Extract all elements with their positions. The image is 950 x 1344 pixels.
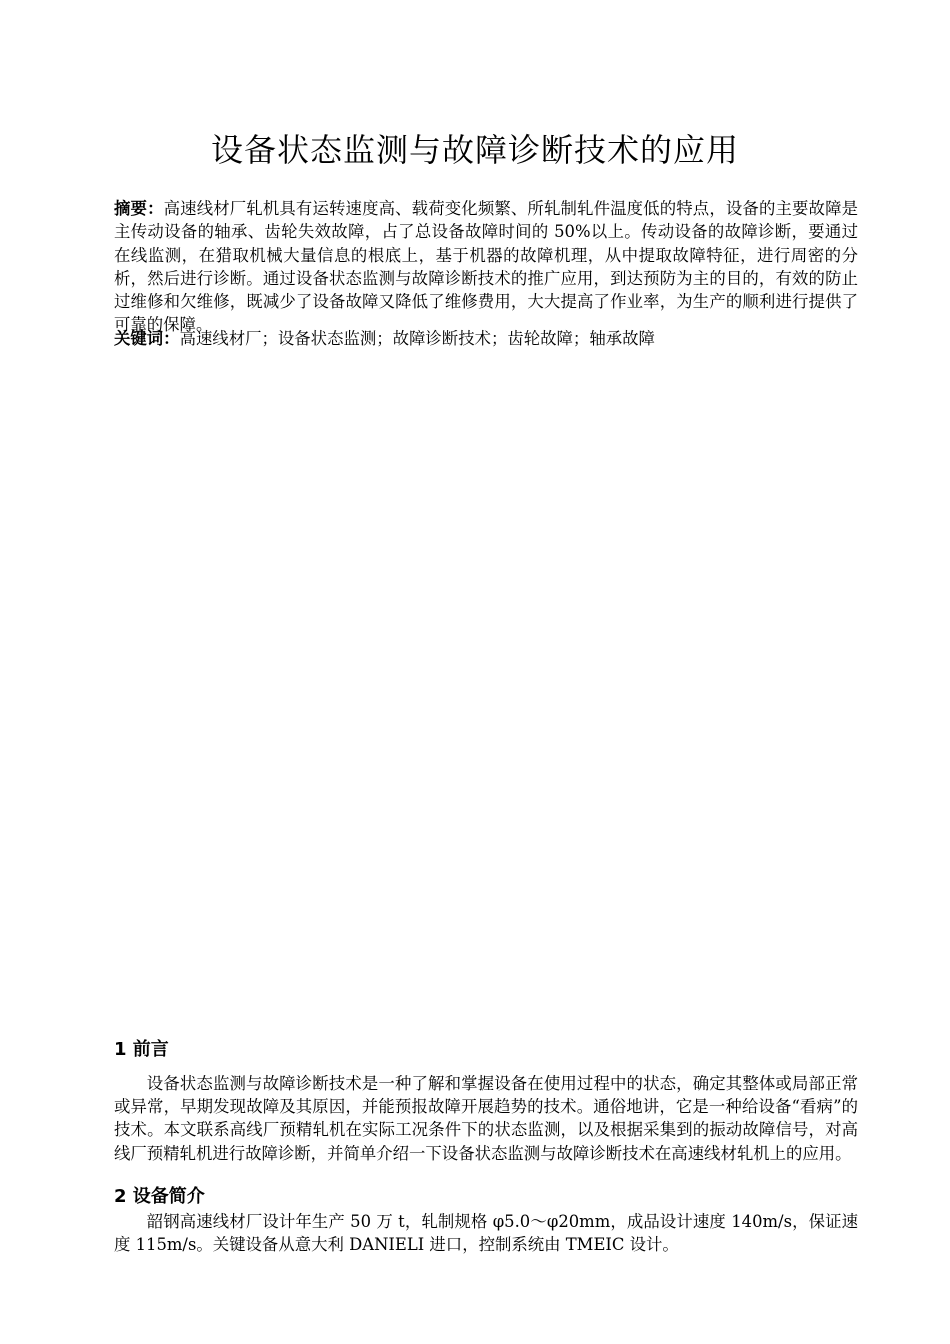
keywords-text: 高速线材厂；设备状态监测；故障诊断技术；齿轮故障；轴承故障	[179, 329, 655, 348]
keywords-label: 关键词：	[114, 329, 180, 348]
abstract-paragraph	[114, 197, 858, 337]
document-title: 设备状态监测与故障诊断技术的应用	[210, 131, 739, 169]
abstract-label: 摘要：	[114, 199, 164, 218]
section-body-introduction: 设备状态监测与故障诊断技术是一种了解和掌握设备在使用过程中的状态，确定其整体或局部正常或异常，早期发现故障及其原因，并能预报故障开展趋势的技术。通俗地讲，它是一种给设备“看病”的技术。本文联系高线厂预精轧机在实际工况条件下的状态监测，以及根据采集到的振动故障信号，对高线厂预精轧机进行故障诊断，并简单介绍一下设备状态监测与故障诊断技术在高速线材轧机上的应用。	[114, 1074, 858, 1163]
section-heading-equipment: 2 设备简介	[114, 1186, 205, 1207]
section-body-equipment: 韶钢高速线材厂设计年生产 50 万 t，轧制规格 φ5.0～φ20mm，成品设计速度 140m/s，保证速度 115m/s。关键设备从意大利 DANIELI 进口，控制系统由 TMEIC 设计。	[114, 1212, 858, 1255]
section-heading-introduction: 1 前言	[114, 1039, 169, 1060]
keywords-paragraph	[114, 327, 858, 350]
abstract-text: 高速线材厂轧机具有运转速度高、载荷变化频繁、所轧制轧件温度低的特点，设备的主要故障是主传动设备的轴承、齿轮失效故障，占了总设备故障时间的 50%以上。传动设备的故障诊断，要通过在线监测，在猎取机械大量信息的根底上，基于机器的故障机理，从中提取故障特征，进行周密的分析，然后进行诊断。通过设备状态监测与故障诊断技术的推广应用，到达预防为主的目的，有效的防止过维修和欠维修，既减少了设备故障又降低了维修费用，大大提高了作业率，为生产的顺利进行提供了可靠的保障。	[114, 199, 859, 335]
